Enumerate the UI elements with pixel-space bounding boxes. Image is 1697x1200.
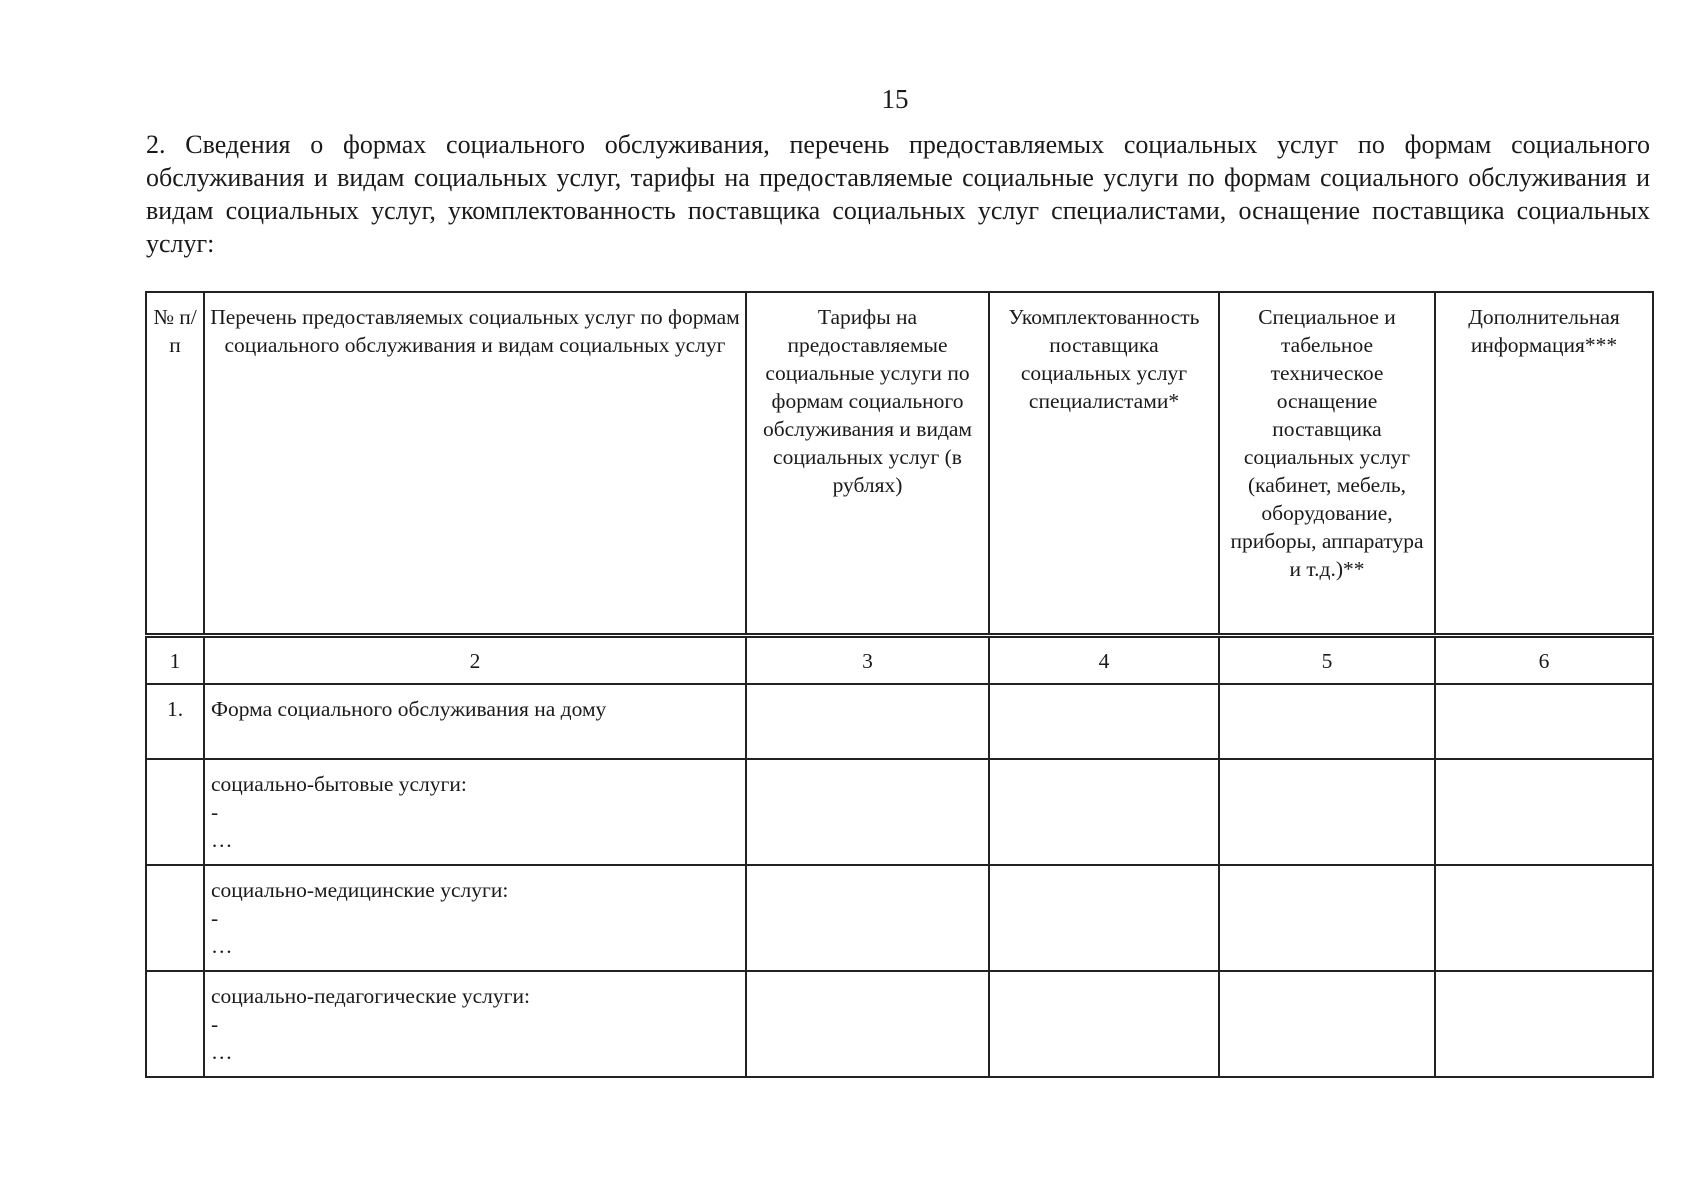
intro-paragraph: 2. Сведения о формах социального обслуживания, перечень предоставляемых социальных услуг по формам социального обслуживания и видам социальных услуг, тарифы на предоставляемые социальные услуги по формам социального обслуживания и видам социальных услуг, укомплектованность поставщика социальных услуг специалистами, оснащение поставщика социальных услуг: <box>146 130 1650 258</box>
table-cell <box>1435 971 1653 1077</box>
column-number: 2 <box>204 636 746 685</box>
table-cell <box>1435 759 1653 865</box>
service-group-title: социально-медицинские услуги: <box>211 878 509 902</box>
table-row <box>146 684 1653 759</box>
service-group-title: социально-бытовые услуги: <box>211 772 467 796</box>
column-number: 1 <box>146 636 204 685</box>
service-group-cell <box>204 971 746 1077</box>
service-group-ellipsis: … <box>211 934 233 958</box>
table-cell <box>746 759 989 865</box>
form-label: Форма социального обслуживания на дому <box>204 684 746 759</box>
service-group-ellipsis: … <box>211 828 233 852</box>
table-cell <box>1435 865 1653 971</box>
service-group-cell <box>204 759 746 865</box>
service-group-dash: - <box>211 800 219 824</box>
page-number: 15 <box>881 84 909 114</box>
table-row <box>146 865 1653 971</box>
table-cell <box>146 865 204 971</box>
column-number: 6 <box>1435 636 1653 685</box>
table-row <box>146 971 1653 1077</box>
column-number: 3 <box>746 636 989 685</box>
table-cell <box>989 759 1219 865</box>
service-group-dash: - <box>211 1012 219 1036</box>
table-cell <box>146 759 204 865</box>
table-cell <box>746 971 989 1077</box>
header-staffing: Укомплектованность поставщика социальных услуг специалистами* <box>989 292 1219 636</box>
row-number: 1. <box>146 684 204 759</box>
table-cell <box>146 971 204 1077</box>
table-cell <box>1219 865 1435 971</box>
service-group-title: социально-педагогические услуги: <box>211 984 530 1008</box>
header-tariffs: Тарифы на предоставляемые социальные услуги по формам социального обслуживания и видам социальных услуг (в рублях) <box>746 292 989 636</box>
table-cell <box>989 971 1219 1077</box>
table-cell <box>989 865 1219 971</box>
header-number: № п/п <box>146 292 204 636</box>
table-cell <box>1219 759 1435 865</box>
services-table <box>145 291 1654 1078</box>
column-number: 4 <box>989 636 1219 685</box>
column-numbers-row <box>146 636 1653 685</box>
header-row <box>146 292 1653 636</box>
header-additional-info: Дополнительная информация*** <box>1435 292 1653 636</box>
column-number: 5 <box>1219 636 1435 685</box>
table-cell <box>989 684 1219 759</box>
table-cell <box>1219 971 1435 1077</box>
table-cell <box>746 684 989 759</box>
service-group-cell <box>204 865 746 971</box>
service-group-dash: - <box>211 906 219 930</box>
table-cell <box>746 865 989 971</box>
service-group-ellipsis: … <box>211 1040 233 1064</box>
table-cell <box>1435 684 1653 759</box>
header-equipment: Специальное и табельное техническое оснащение поставщика социальных услуг (кабинет, мебель, оборудование, приборы, аппаратура и т.д.)** <box>1219 292 1435 636</box>
header-services-list: Перечень предоставляемых социальных услуг по формам социального обслуживания и видам социальных услуг <box>204 292 746 636</box>
table-row <box>146 759 1653 865</box>
table-cell <box>1219 684 1435 759</box>
